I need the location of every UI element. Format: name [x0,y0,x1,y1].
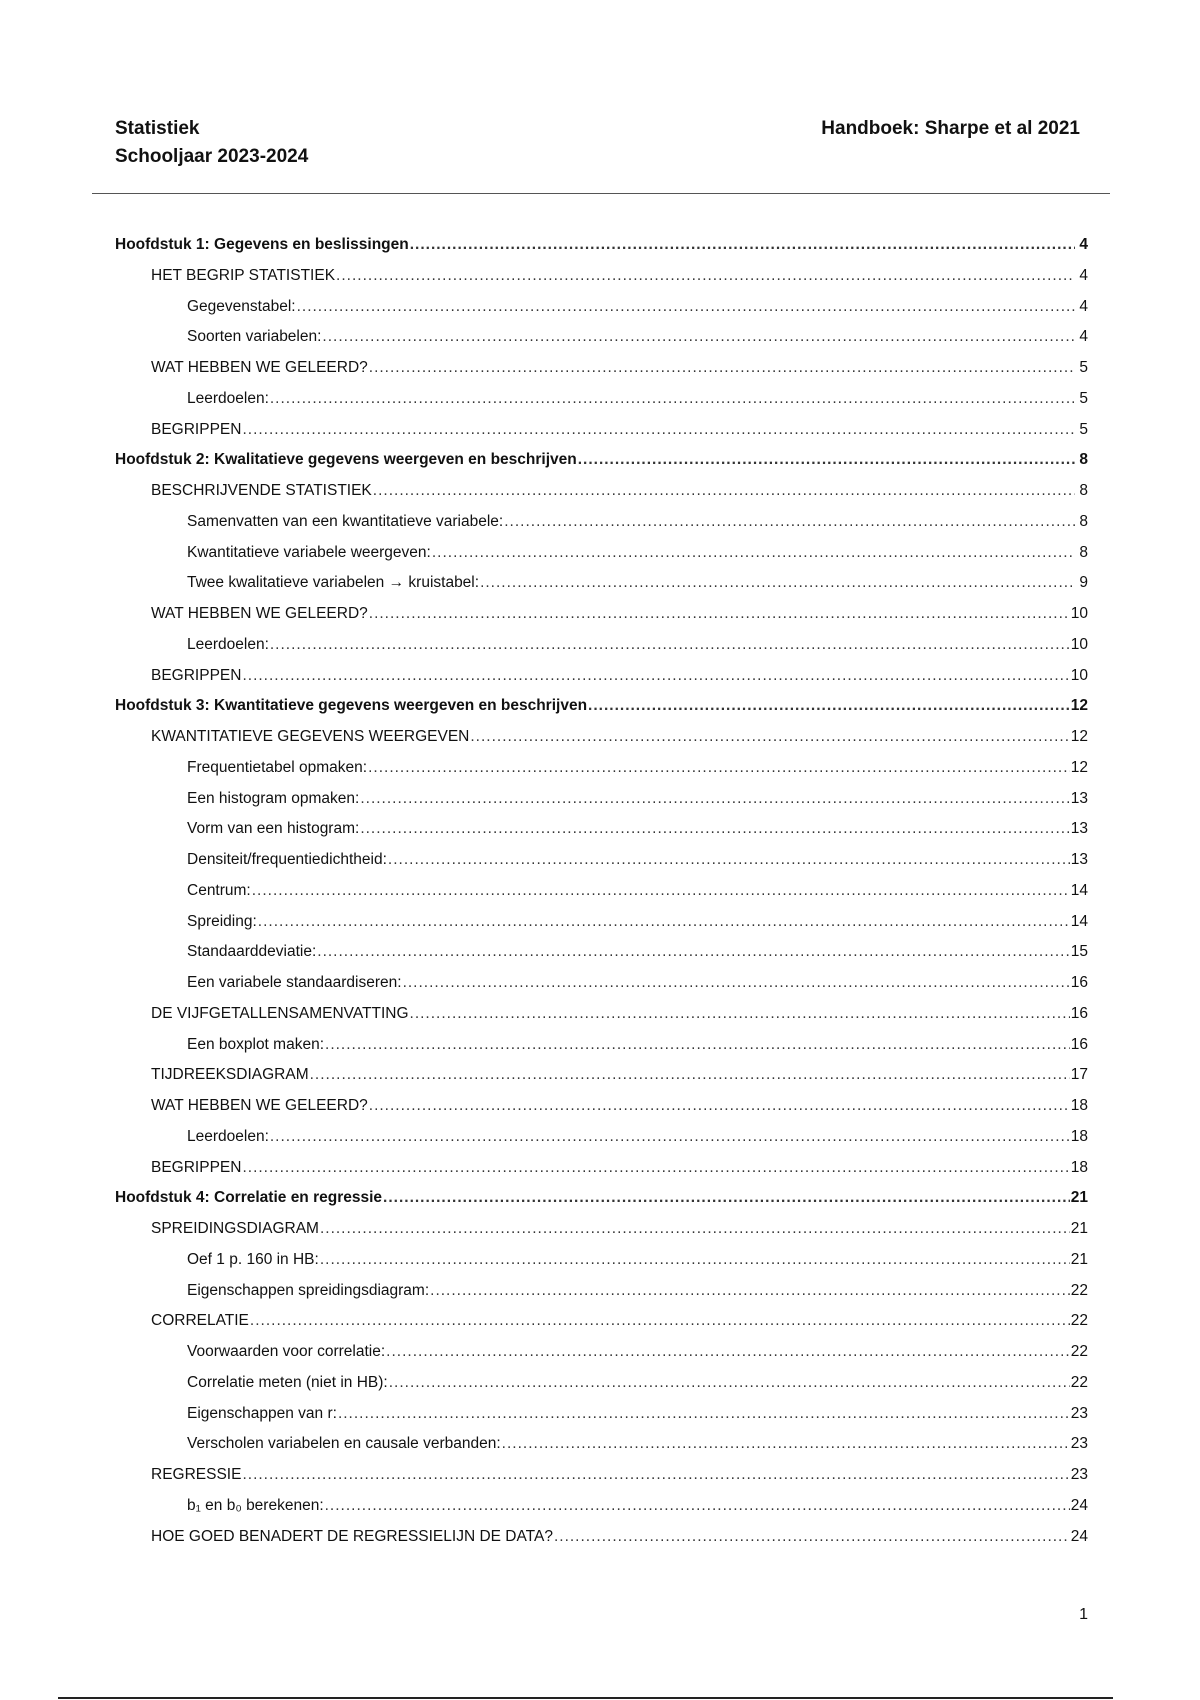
toc-dot-leader [480,574,1075,592]
toc-section-entry[interactable] [115,421,1088,452]
toc-subsection-entry[interactable] [115,1282,1088,1313]
toc-section-entry[interactable] [115,667,1088,698]
toc-dot-leader [432,544,1075,562]
toc-dot-leader [383,1189,1070,1207]
toc-subsection-entry[interactable] [115,1497,1088,1528]
toc-dot-leader [386,1343,1070,1361]
toc-entry-page: 8 [1079,543,1088,561]
toc-entry-title: Hoofdstuk 2: Kwalitatieve gegevens weergeven en beschrijven [115,451,577,469]
toc-entry-page: 5 [1079,359,1088,376]
toc-entry-title: Vorm van een histogram: [187,820,360,838]
toc-subsection-entry[interactable] [115,390,1088,421]
toc-entry-page: 23 [1070,1404,1088,1422]
course-title: Statistiek [115,118,200,139]
toc-entry-title: WAT HEBBEN WE GELEERD? [151,359,368,376]
toc-entry-title: BESCHRIJVENDE STATISTIEK [151,482,372,499]
header-divider [92,193,1110,194]
toc-entry-title: Een boxplot maken: [187,1035,325,1053]
toc-dot-leader [368,759,1070,777]
toc-entry-page: 5 [1079,389,1088,407]
toc-subsection-entry[interactable] [115,574,1088,605]
toc-subsection-entry[interactable] [115,1374,1088,1405]
toc-entry-page: 23 [1070,1466,1088,1483]
toc-subsection-entry[interactable] [115,298,1088,329]
toc-entry-page: 12 [1070,758,1088,776]
page-header [115,115,1080,175]
toc-entry-title: KWANTITATIEVE GEGEVENS WEERGEVEN [151,728,470,745]
footer-divider [58,1697,1113,1699]
toc-entry-title: Correlatie meten (niet in HB): [187,1373,388,1391]
toc-entry-title: SPREIDINGSDIAGRAM [151,1220,319,1237]
toc-entry-title: Een histogram opmaken: [187,789,360,807]
toc-entry-title: Centrum: [187,881,251,899]
toc-section-entry[interactable] [115,1466,1088,1497]
toc-entry-page: 24 [1070,1527,1088,1545]
toc-dot-leader [320,1251,1070,1269]
toc-entry-title: WAT HEBBEN WE GELEERD? [151,1097,368,1114]
toc-entry-page: 8 [1079,451,1088,469]
toc-subsection-entry[interactable] [115,820,1088,851]
toc-entry-title: CORRELATIE [151,1312,249,1330]
toc-entry-title: BEGRIPPEN [151,420,242,438]
page-number: 1 [1079,1606,1088,1623]
toc-entry-title: Verscholen variabelen en causale verbanden: [187,1435,501,1453]
toc-entry-title: Kwantitatieve variabele weergeven: [187,543,431,561]
toc-entry-page: 18 [1070,1097,1088,1114]
toc-entry-page: 23 [1070,1435,1088,1453]
toc-subsection-entry[interactable] [115,328,1088,359]
toc-subsection-entry[interactable] [115,790,1088,821]
toc-entry-page: 10 [1070,605,1088,622]
toc-dot-leader [430,1282,1070,1300]
toc-entry-page: 8 [1079,482,1088,499]
toc-dot-leader [317,943,1069,961]
toc-entry-page: 13 [1070,851,1088,868]
toc-entry-title: Samenvatten van een kwantitatieve variabele: [187,512,504,530]
toc-entry-title: Een variabele standaardiseren: [187,974,402,991]
toc-subsection-entry[interactable] [115,974,1088,1005]
toc-dot-leader [369,1097,1070,1115]
toc-entry-title: Voorwaarden voor correlatie: [187,1343,386,1360]
toc-entry-title: HET BEGRIP STATISTIEK [151,266,336,284]
toc-subsection-entry[interactable] [115,1036,1088,1067]
toc-entry-title: REGRESSIE [151,1466,242,1483]
toc-entry-title: Leerdoelen: [187,635,269,653]
toc-dot-leader [242,1159,1069,1177]
toc-entry-page: 16 [1070,974,1088,991]
toc-dot-leader [320,1220,1070,1238]
toc-section-entry[interactable] [115,1220,1088,1251]
toc-entry-page: 12 [1070,697,1088,715]
toc-entry-title: BEGRIPPEN [151,666,242,684]
toc-dot-leader [336,267,1075,285]
toc-dot-leader [258,913,1070,931]
toc-entry-page: 22 [1070,1281,1088,1299]
toc-dot-leader [554,1528,1070,1546]
toc-dot-leader [252,882,1070,900]
toc-dot-leader [369,605,1070,623]
toc-dot-leader [360,790,1069,808]
toc-subsection-entry[interactable] [115,513,1088,544]
toc-dot-leader [578,451,1075,469]
toc-entry-page: 4 [1079,297,1088,315]
toc-dot-leader [322,328,1075,346]
toc-entry-title: Gegevenstabel: [187,297,296,315]
toc-subsection-entry[interactable] [115,1405,1088,1436]
toc-entry-title: Hoofdstuk 1: Gegevens en beslissingen [115,236,409,253]
toc-entry-page: 5 [1079,420,1088,438]
toc-entry-page: 4 [1079,328,1088,346]
toc-section-entry[interactable] [115,482,1088,513]
toc-entry-page: 22 [1070,1312,1088,1330]
toc-dot-leader [388,851,1070,869]
toc-entry-title: Hoofdstuk 3: Kwantitatieve gegevens weergeven en beschrijven [115,697,588,715]
toc-entry-page: 16 [1070,1035,1088,1053]
toc-entry-page: 22 [1070,1343,1088,1360]
toc-chapter-entry[interactable] [115,451,1088,482]
toc-subsection-entry[interactable] [115,882,1088,913]
toc-entry-page: 18 [1070,1158,1088,1176]
toc-entry-title: HOE GOED BENADERT DE REGRESSIELIJN DE DATA? [151,1527,553,1545]
toc-subsection-entry[interactable] [115,913,1088,944]
toc-entry-page: 24 [1070,1496,1088,1514]
toc-section-entry[interactable] [115,1097,1088,1128]
toc-dot-leader [250,1312,1070,1330]
toc-section-entry[interactable] [115,728,1088,759]
toc-dot-leader [270,1128,1070,1146]
toc-subsection-entry[interactable] [115,851,1088,882]
toc-dot-leader [588,697,1070,715]
toc-dot-leader [410,1005,1070,1023]
toc-entry-title: Hoofdstuk 4: Correlatie en regressie [115,1189,383,1207]
toc-section-entry[interactable] [115,359,1088,390]
toc-dot-leader [403,974,1070,992]
toc-subsection-entry[interactable] [115,759,1088,790]
toc-chapter-entry[interactable] [115,1189,1088,1220]
toc-dot-leader [410,236,1075,254]
toc-subsection-entry[interactable] [115,1343,1088,1374]
toc-subsection-entry[interactable] [115,1128,1088,1159]
toc-entry-title: TIJDREEKSDIAGRAM [151,1066,309,1084]
toc-entry-title: Spreiding: [187,912,257,930]
toc-dot-leader [338,1405,1070,1423]
toc-section-entry[interactable] [115,1066,1088,1097]
school-year: Schooljaar 2023-2024 [115,146,309,167]
toc-entry-title: Leerdoelen: [187,1127,269,1145]
table-of-contents [115,236,1088,1558]
toc-dot-leader [504,513,1075,531]
toc-dot-leader [325,1497,1070,1515]
toc-entry-title: WAT HEBBEN WE GELEERD? [151,605,368,622]
toc-dot-leader [242,1466,1069,1484]
toc-dot-leader [360,820,1069,838]
toc-dot-leader [310,1066,1070,1084]
toc-entry-page: 8 [1079,512,1088,530]
toc-entry-title: Oef 1 p. 160 in HB: [187,1250,319,1268]
toc-subsection-entry[interactable] [115,1435,1088,1466]
toc-entry-title: Densiteit/frequentiedichtheid: [187,851,387,868]
toc-entry-title: Eigenschappen van r: [187,1404,337,1422]
toc-entry-page: 16 [1070,1004,1088,1022]
toc-entry-page: 17 [1070,1066,1088,1084]
toc-chapter-entry[interactable] [115,236,1088,267]
toc-entry-title: Twee kwalitatieve variabelen → kruistabel: [187,574,480,592]
toc-entry-title: BEGRIPPEN [151,1158,242,1176]
toc-dot-leader [270,636,1070,654]
toc-entry-title: Leerdoelen: [187,389,269,407]
toc-subsection-entry[interactable] [115,544,1088,575]
toc-entry-page: 4 [1079,236,1088,253]
toc-entry-title: Frequentietabel opmaken: [187,758,368,776]
toc-entry-page: 18 [1070,1127,1088,1145]
toc-dot-leader [369,359,1075,377]
toc-dot-leader [297,298,1075,316]
toc-entry-page: 15 [1070,943,1088,961]
toc-subsection-entry[interactable] [115,1251,1088,1282]
toc-section-entry[interactable] [115,605,1088,636]
toc-section-entry[interactable] [115,1005,1088,1036]
toc-section-entry[interactable] [115,1528,1088,1559]
toc-dot-leader [389,1374,1070,1392]
toc-dot-leader [325,1036,1070,1054]
toc-entry-page: 22 [1070,1373,1088,1391]
toc-dot-leader [470,728,1069,746]
toc-entry-page: 14 [1070,912,1088,930]
handbook-reference: Handboek: Sharpe et al 2021 [821,118,1080,139]
toc-section-entry[interactable] [115,1159,1088,1190]
toc-subsection-entry[interactable] [115,636,1088,667]
toc-entry-page: 13 [1070,789,1088,807]
toc-entry-page: 21 [1070,1189,1088,1207]
toc-entry-title: b₁ en b₀ berekenen: [187,1496,324,1514]
toc-section-entry[interactable] [115,1312,1088,1343]
toc-entry-title: Standaarddeviatie: [187,943,317,961]
toc-entry-page: 12 [1070,728,1088,745]
toc-chapter-entry[interactable] [115,697,1088,728]
toc-entry-page: 14 [1070,881,1088,899]
toc-entry-title: DE VIJFGETALLENSAMENVATTING [151,1004,409,1022]
toc-entry-page: 21 [1070,1220,1088,1237]
toc-entry-title: Soorten variabelen: [187,328,322,346]
toc-subsection-entry[interactable] [115,943,1088,974]
toc-dot-leader [373,482,1075,500]
toc-entry-page: 10 [1070,666,1088,684]
toc-entry-title: Eigenschappen spreidingsdiagram: [187,1281,430,1299]
toc-entry-page: 9 [1079,574,1088,592]
toc-section-entry[interactable] [115,267,1088,298]
toc-entry-page: 10 [1070,635,1088,653]
toc-dot-leader [242,667,1069,685]
toc-dot-leader [270,390,1075,408]
toc-dot-leader [242,421,1075,439]
header-left [115,115,308,171]
toc-entry-page: 21 [1070,1250,1088,1268]
toc-dot-leader [502,1435,1070,1453]
toc-entry-page: 13 [1070,820,1088,838]
toc-entry-page: 4 [1079,266,1088,284]
